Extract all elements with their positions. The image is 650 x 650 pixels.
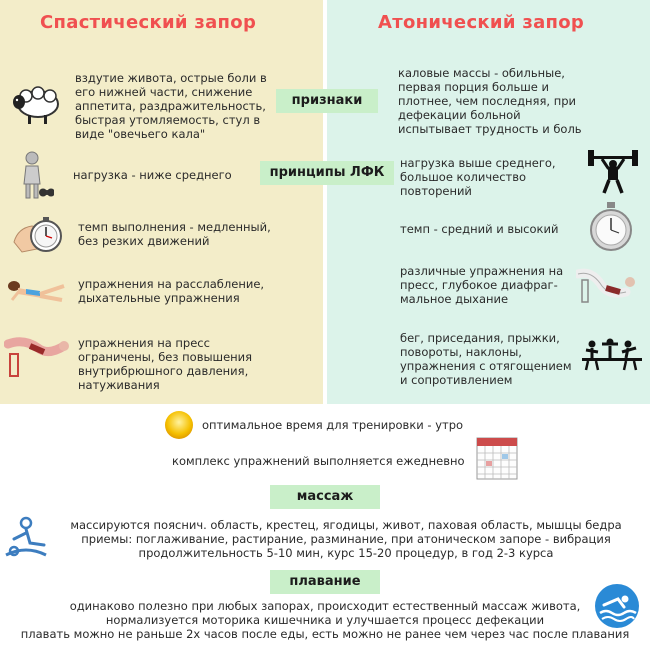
heading-atonic: Атонический запор [378,12,585,33]
right-press-text [400,264,563,306]
text-line: его нижней части, снижение [75,85,253,99]
text-line: темп выполнения - медленный, [78,220,271,234]
sheep-icon [8,82,64,126]
stopwatch-icon [588,200,634,252]
text-line: плотнее, чем последняя, при [398,94,576,108]
text-line: внутрибрюшного давления, [78,364,249,378]
press-bench-icon [4,334,70,378]
text-line: испытывает трудность и боль [398,122,582,136]
training-time-text: оптимальное время для тренировки - утро [202,418,464,432]
lying-woman-icon [6,274,68,306]
left-signs-text [75,71,267,141]
label-signs: признаки [276,89,378,113]
right-tempo-text: темп - средний и высокий [400,222,559,236]
left-relax-text [78,277,264,305]
swimming-text [2,599,648,641]
calendar-icon [476,434,518,480]
text-line: и сопротивлением [400,373,513,387]
text-line: каловые массы - обильные, [398,66,565,80]
text-line: одинаково полезно при любых запорах, происходит естественный массаж живота, [69,599,581,613]
swimmer-icon [594,583,640,629]
text-line: быстрая утомляемость, стул в [75,113,261,127]
left-press-text [78,336,252,392]
label-massage: массаж [270,485,380,509]
right-load-text [400,156,556,198]
sun-icon [164,410,194,440]
text-line: вздутие живота, острые боли в [75,71,267,85]
text-line: нагрузка выше среднего, [400,156,556,170]
text-line: дыхательные упражнения [78,291,240,305]
text-line: большое количество [400,170,527,184]
text-line: дефекации больной [398,108,521,122]
text-line: упражнения на пресс [78,336,210,350]
text-line: ограничены, без повышения [78,350,253,364]
massage-text [44,518,648,560]
stopwatch-hand-icon [12,214,66,256]
text-line: первая порция больше и [398,80,550,94]
heading-spastic: Спастический запор [40,12,257,33]
left-tempo-text [78,220,271,248]
weightlifter-icon [588,150,638,194]
text-line: массируются пояснич. область, крестец, ягодицы, живот, паховая область, мышцы бедра [70,518,622,532]
right-run-text [400,331,572,387]
label-lfk: принципы ЛФК [260,161,394,185]
massage-icon [4,515,48,561]
text-line: приемы: поглаживание, растирание, разминание, при атоническом запоре - вибрация [81,532,611,546]
daily-text: комплекс упражнений выполняется ежедневно [172,454,465,468]
text-line: продолжительность 5-10 мин, курс 15-20 процедур, в год 2-3 курса [138,546,554,560]
text-line: пресс, глубокое диафраг- [400,278,558,292]
text-line: упражнения на расслабление, [78,277,265,291]
text-line: виде "овечьего кала" [75,127,206,141]
text-line: мальное дыхание [400,292,509,306]
label-swimming: плавание [270,570,380,594]
text-line: бег, приседания, прыжки, [400,331,560,345]
text-line: повторений [400,184,472,198]
text-line: без резких движений [78,234,210,248]
text-line: упражнения с отягощением [400,359,572,373]
press-exercise-icon [576,264,642,304]
gym-silhouettes-icon [582,336,642,372]
text-line: натуживания [78,378,160,392]
text-line: плавать можно не раньше 2х часов после еды, есть можно не ранее чем через час после плавания [20,627,630,641]
right-signs-text [398,66,582,136]
figure-dumbbell-icon [14,150,54,202]
text-line: аппетита, раздражительность, [75,99,266,113]
text-line: различные упражнения на [400,264,564,278]
text-line: повороты, наклоны, [400,345,522,359]
text-line: нормализуется моторика кишечника и улучшается процесс дефекации [105,613,545,627]
left-load-text: нагрузка - ниже среднего [73,168,232,182]
